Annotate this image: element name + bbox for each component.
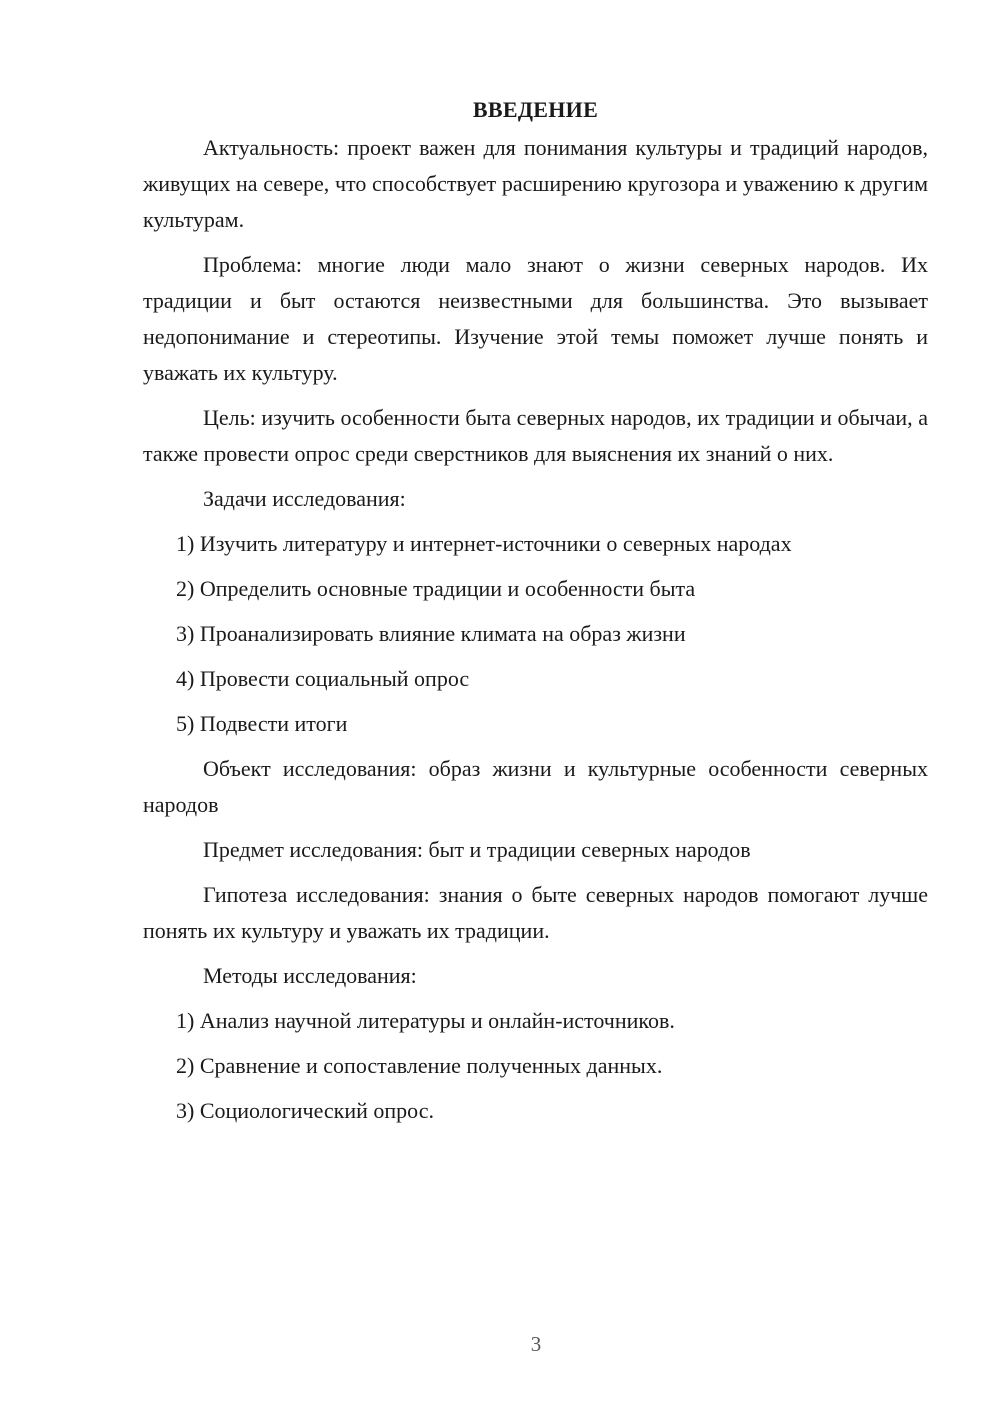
tasks-list — [143, 526, 928, 742]
goal-paragraph: Цель: изучить особенности быта северных народов, их традиции и обычаи, а также провести опрос среди сверстников для выяснения их знаний о них. — [143, 405, 928, 466]
hypothesis-paragraph: Гипотеза исследования: знания о быте северных народов помогают лучше понять их культуру и уважать их традиции. — [143, 882, 928, 943]
task-item: 1) Изучить литературу и интернет-источники о северных народах — [176, 531, 792, 556]
page-number: 3 — [530, 1332, 542, 1356]
method-item: 1) Анализ научной литературы и онлайн-источников. — [176, 1008, 675, 1033]
methods-heading: Методы исследования: — [203, 963, 417, 988]
section-title: ВВЕДЕНИЕ — [472, 97, 599, 122]
subject-paragraph: Предмет исследования: быт и традиции северных народов — [203, 837, 751, 862]
task-item: 2) Определить основные традиции и особенности быта — [176, 576, 696, 601]
problem-paragraph: Проблема: многие люди мало знают о жизни северных народов. Их традиции и быт остаются неизвестными для большинства. Это вызывает недопонимание и стереотипы. Изучение этой темы поможет лучше понять и уважать их культуру. — [143, 252, 928, 385]
document-page — [143, 92, 928, 1138]
method-item: 2) Сравнение и сопоставление полученных данных. — [176, 1053, 663, 1078]
task-item: 5) Подвести итоги — [176, 711, 348, 736]
tasks-heading: Задачи исследования: — [203, 486, 406, 511]
task-item: 4) Провести социальный опрос — [176, 666, 470, 691]
task-item: 3) Проанализировать влияние климата на образ жизни — [176, 621, 686, 646]
relevance-paragraph: Актуальность: проект важен для понимания культуры и традиций народов, живущих на севере, что способствует расширению кругозора и уважению к другим культурам. — [143, 135, 928, 232]
object-paragraph: Объект исследования: образ жизни и культурные особенности северных народов — [143, 756, 928, 817]
method-item: 3) Социологический опрос. — [176, 1098, 434, 1123]
methods-list — [143, 1003, 928, 1129]
